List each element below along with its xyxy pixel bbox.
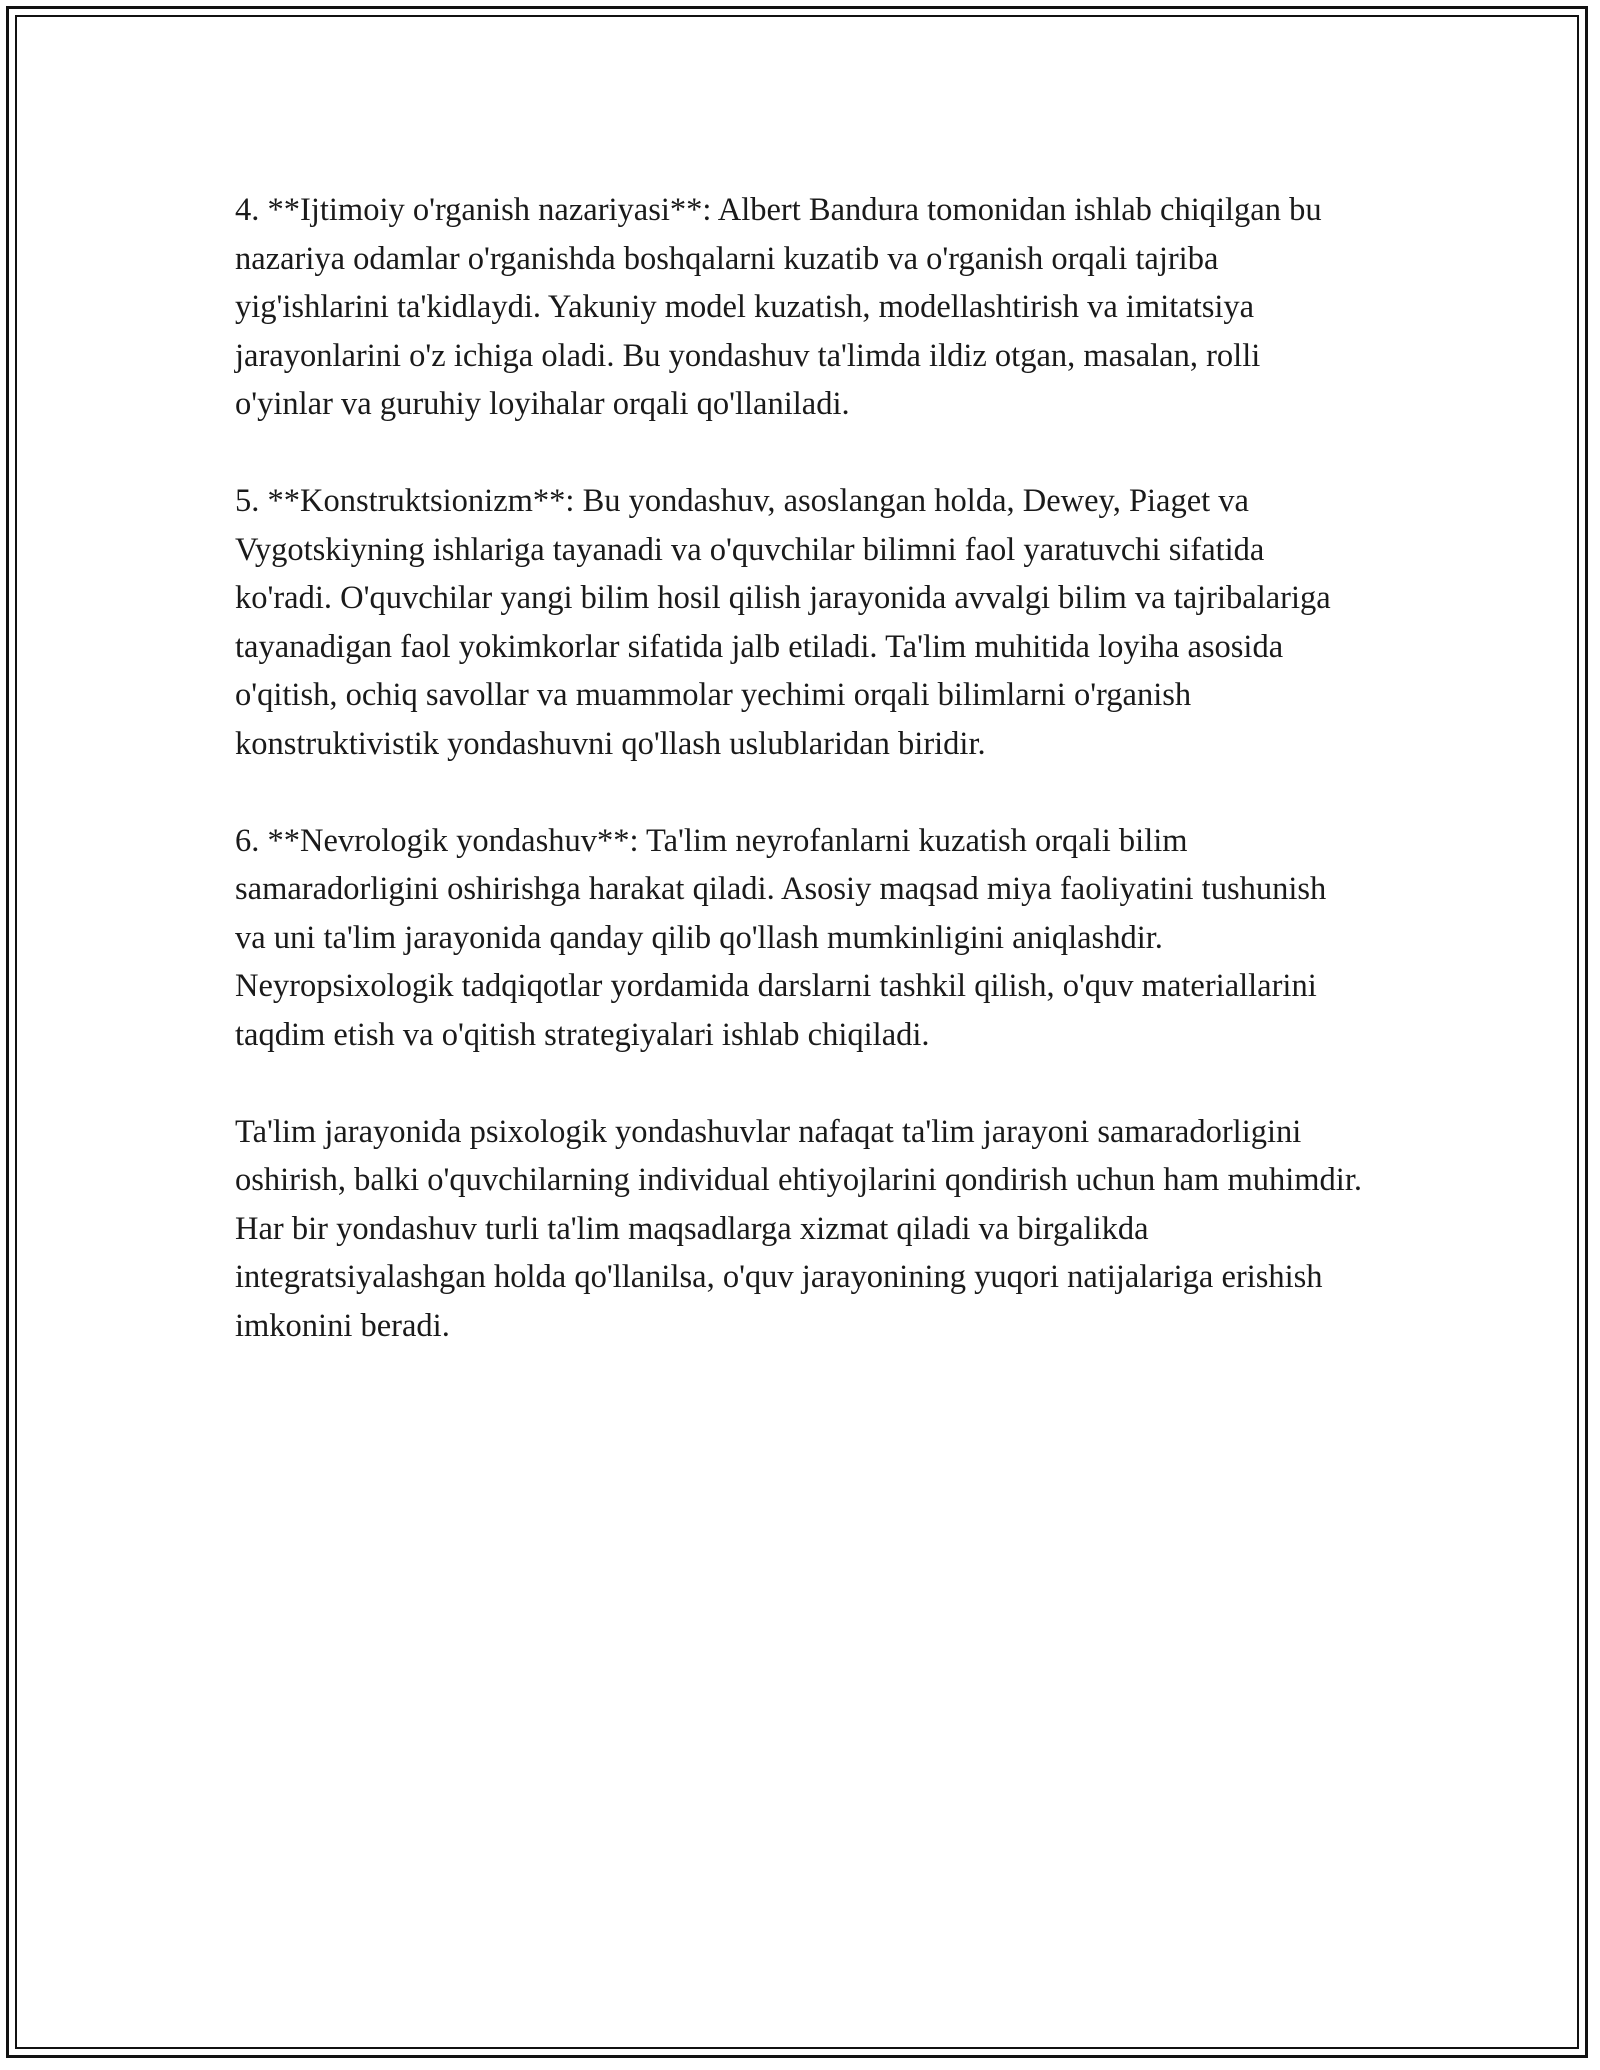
paragraph-conclusion: Ta'lim jarayonida psixologik yondashuvlar nafaqat ta'lim jarayoni samaradorligini oshirish, balki o'quvchilarning individual ehtiyojlarini qondirish uchun ham muhimdir. Har bir yondashuv turli ta'lim maqsadlarga xizmat qiladi va birgalikda integratsiyalashgan holda qo'llanilsa, o'quv jarayonining yuqori natijalariga erishish imkonini beradi.: [235, 1113, 1362, 1344]
paragraph-constructionism: 5. **Konstruktsionizm**: Bu yondashuv, asoslangan holda, Dewey, Piaget va Vygotskiyning ishlariga tayanadi va o'quvchilar bilimni faol yaratuvchi sifatida ko'radi. O'quvchilar yangi bilim hosil qilish jarayonida avvalgi bilim va tajribalariga tayanadigan faol yokimkorlar sifatida jalb etiladi. Ta'lim muhitida loyiha asosida o'qitish, ochiq savollar va muammolar yechimi orqali bilimlarni o'rganish konstruktivistik yondashuvni qo'llash uslublaridan biridir.: [235, 483, 1331, 762]
document-body: [235, 186, 1365, 1350]
paragraph-neurological-approach: 6. **Nevrologik yondashuv**: Ta'lim neyrofanlarni kuzatish orqali bilim samaradorligini oshirishga harakat qiladi. Asosiy maqsad miya faoliyatini tushunish va uni ta'lim jarayonida qanday qilib qo'llash mumkinligini aniqlashdir. Neyropsixologik tadqiqotlar yordamida darslarni tashkil qilish, o'quv materiallarini taqdim etish va o'qitish strategiyalari ishlab chiqiladi.: [235, 822, 1327, 1053]
paragraph-social-learning-theory: 4. **Ijtimoiy o'rganish nazariyasi**: Albert Bandura tomonidan ishlab chiqilgan bu nazariya odamlar o'rganishda boshqalarni kuzatib va o'rganish orqali tajriba yig'ishlarini ta'kidlaydi. Yakuniy model kuzatish, modellashtirish va imitatsiya jarayonlarini o'z ichiga oladi. Bu yondashuv ta'limda ildiz otgan, masalan, rolli o'yinlar va guruhiy loyihalar orqali qo'llaniladi.: [235, 192, 1322, 422]
